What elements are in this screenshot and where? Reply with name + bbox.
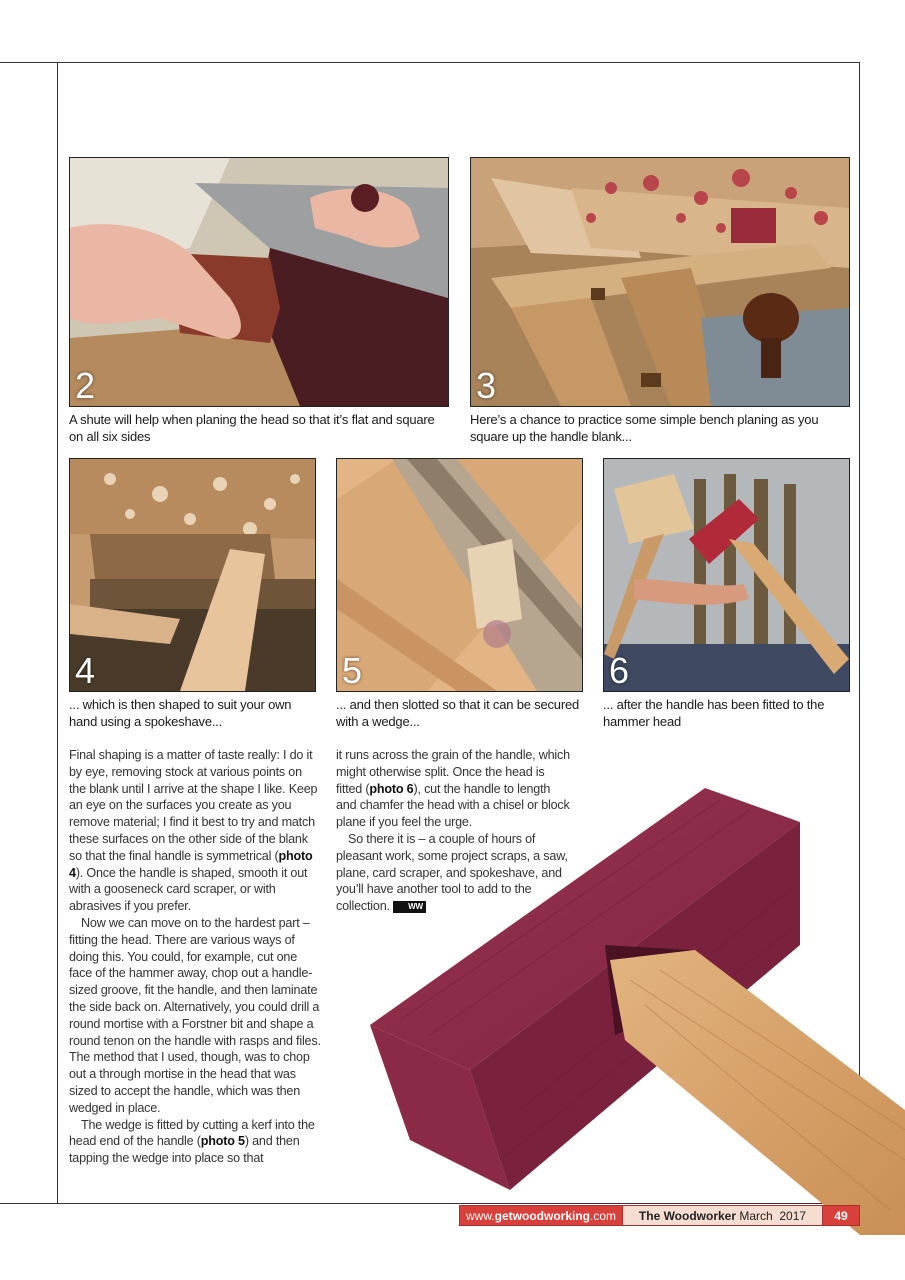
photo-3-number: 3 <box>476 365 497 406</box>
article-text: ). Once the handle is shaped, smooth it out with a gooseneck card scraper, or with abrasives if you prefer. <box>69 865 308 914</box>
footer-url-prefix: www. <box>465 1209 495 1223</box>
article-text: ), cut the handle to length and chamfer the head with a chisel or block plane if you feel the urge. <box>336 781 570 830</box>
footer-magazine-issue <box>623 1205 823 1226</box>
article-text: The wedge is fitted by cutting a kerf into the head end of the handle ( <box>69 1117 315 1149</box>
photo-5-number: 5 <box>342 650 363 691</box>
photo-4-image <box>70 459 315 691</box>
page-footer <box>459 1205 860 1226</box>
end-mark-logo: WW <box>393 901 426 913</box>
article-text: ) and then tapping the wedge into place so that <box>69 1134 300 1166</box>
photo-2 <box>69 157 449 407</box>
footer-page-number: 49 <box>823 1205 860 1226</box>
photo-3 <box>470 157 850 407</box>
photo-3-image <box>471 158 849 406</box>
page-frame-left <box>57 62 58 1203</box>
photo-6-caption: ... after the handle has been fitted to the hammer head <box>603 697 825 729</box>
footer-magazine-title: The Woodworker <box>638 1209 737 1223</box>
hammer-image <box>360 780 905 1235</box>
photo-2-caption: A shute will help when planing the head so that it’s flat and square on all six sides <box>69 412 435 444</box>
article-column-1 <box>69 747 321 1167</box>
article-text: Final shaping is a matter of taste really: I do it by eye, removing stock at various points on the blank until I arrive at the shape I like. Keep an eye on the surfaces you create as you remove material; I find it best to try and match these surfaces on the other side of the blank so that the final handle is symmetrical ( <box>69 748 318 863</box>
photo-6-number: 6 <box>609 650 630 691</box>
article-paragraph <box>69 1117 321 1167</box>
photo-3-caption: Here’s a chance to practice some simple bench planing as you square up the handle blank... <box>470 412 819 444</box>
photo-5 <box>336 458 583 692</box>
photo-6 <box>603 458 850 692</box>
hammer-illustration <box>360 780 905 1235</box>
photo-4 <box>69 458 316 692</box>
photo-4-caption: ... which is then shaped to suit your own hand using a spokeshave... <box>69 697 292 729</box>
page-frame-top <box>0 62 860 63</box>
photo-6-image <box>604 459 849 691</box>
footer-issue-date: March 2017 <box>739 1209 807 1223</box>
photo-2-number: 2 <box>75 365 96 406</box>
photo-5-image <box>337 459 582 691</box>
photo-5-caption: ... and then slotted so that it can be secured with a wedge... <box>336 697 580 729</box>
article-paragraph <box>69 747 321 915</box>
photo-reference: photo 4 <box>69 848 313 880</box>
photo-reference: photo 5 <box>200 1134 245 1149</box>
photo-2-image <box>70 158 448 406</box>
footer-url-suffix: .com <box>589 1209 616 1223</box>
photo-4-number: 4 <box>75 650 96 691</box>
photo-reference: photo 6 <box>369 781 414 796</box>
footer-website-link[interactable] <box>459 1205 623 1226</box>
article-paragraph: Now we can move on to the hardest part – fitting the head. There are various ways of doing this. You could, for example, cut one face of the hammer away, chop out a handle-sized groove, fit the handle, and then laminate the side back on. Alternatively, you could drill a round mortise with a Forstner bit and shape a round tenon on the handle with rasps and files. The method that I used, though, was to chop out a through mortise in the head that was sized to accept the handle, which was then wedged in place. <box>69 915 321 1115</box>
footer-url-domain: getwoodworking <box>494 1209 590 1223</box>
article-text: So there it is – a couple of hours of pleasant work, some project scraps, a saw, plane, card scraper, and spokeshave, and you’ll have another tool to add to the collection. <box>336 831 568 914</box>
article-text: it runs across the grain of the handle, which might otherwise split. Once the head is fitted ( <box>336 748 570 796</box>
